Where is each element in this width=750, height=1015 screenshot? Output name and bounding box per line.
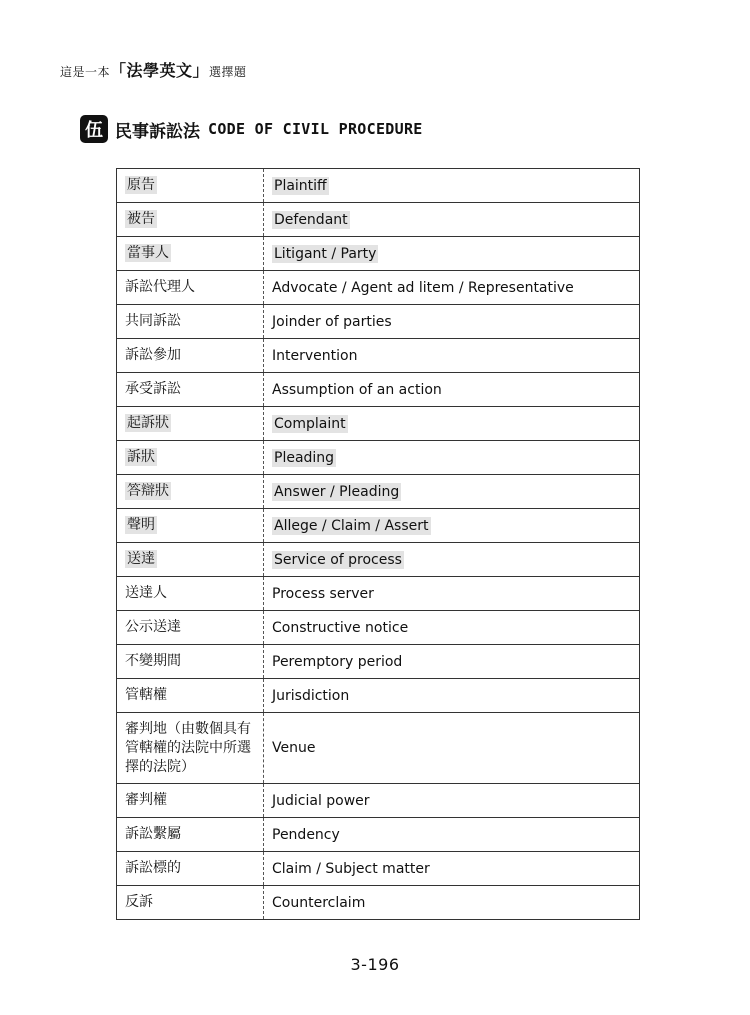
- term-english-cell: [264, 509, 640, 543]
- term-english-cell: [264, 645, 640, 679]
- section-title: [80, 114, 423, 144]
- term-english: Pleading: [274, 449, 335, 466]
- glossary-row: [117, 237, 640, 271]
- term-chinese-cell: [117, 543, 264, 577]
- glossary-row: [117, 339, 640, 373]
- glossary-row: [117, 818, 640, 852]
- term-chinese: 聲明: [127, 517, 155, 533]
- term-english: Answer / Pleading: [274, 483, 400, 500]
- term-english: Allege / Claim / Assert: [274, 517, 429, 534]
- term-chinese-cell: [117, 203, 264, 237]
- glossary-row: [117, 203, 640, 237]
- term-chinese-cell: [117, 645, 264, 679]
- term-english-cell: [264, 611, 640, 645]
- term-english: Complaint: [274, 415, 346, 432]
- term-english-cell: [264, 818, 640, 852]
- term-english-cell: [264, 784, 640, 818]
- term-english: Advocate / Agent ad litem / Representative: [272, 279, 574, 296]
- term-english: Jurisdiction: [272, 687, 350, 704]
- glossary-row: [117, 577, 640, 611]
- term-english: Process server: [272, 585, 374, 602]
- glossary-table: [116, 168, 640, 920]
- term-chinese-cell: [117, 509, 264, 543]
- running-head: [60, 58, 247, 81]
- term-english-cell: [264, 407, 640, 441]
- glossary-row: [117, 645, 640, 679]
- term-chinese-cell: [117, 818, 264, 852]
- glossary-row: [117, 441, 640, 475]
- term-chinese-cell: [117, 271, 264, 305]
- term-english-cell: [264, 441, 640, 475]
- term-chinese-cell: [117, 886, 264, 920]
- term-english-cell: [264, 237, 640, 271]
- term-chinese: 公示送達: [125, 619, 181, 635]
- term-chinese: 答辯狀: [127, 483, 169, 499]
- term-english-cell: [264, 886, 640, 920]
- term-english-cell: [264, 169, 640, 203]
- glossary-row: [117, 784, 640, 818]
- term-chinese: 管轄權: [125, 687, 167, 703]
- term-english-cell: [264, 305, 640, 339]
- term-chinese: 訴訟代理人: [125, 279, 195, 295]
- term-chinese: 訴訟參加: [125, 347, 181, 363]
- glossary-row: [117, 407, 640, 441]
- glossary-row: [117, 611, 640, 645]
- term-chinese-cell: [117, 679, 264, 713]
- section-number-badge: 伍: [80, 115, 108, 143]
- term-english: Assumption of an action: [272, 381, 442, 398]
- glossary-row: [117, 169, 640, 203]
- term-chinese: 送達: [127, 551, 155, 567]
- term-english-cell: [264, 852, 640, 886]
- term-english-cell: [264, 271, 640, 305]
- term-english: Litigant / Party: [274, 245, 377, 262]
- term-english-cell: [264, 577, 640, 611]
- term-chinese-cell: [117, 577, 264, 611]
- term-english: Defendant: [274, 211, 348, 228]
- term-chinese: 當事人: [127, 245, 169, 261]
- term-chinese-cell: [117, 237, 264, 271]
- glossary-row: [117, 475, 640, 509]
- term-chinese-cell: [117, 441, 264, 475]
- term-chinese: 審判權: [125, 792, 167, 808]
- glossary-table-body: [117, 169, 640, 920]
- section-title-en: CODE OF CIVIL PROCEDURE: [208, 120, 423, 138]
- glossary-row: [117, 679, 640, 713]
- term-english: Peremptory period: [272, 653, 403, 670]
- term-chinese-cell: [117, 784, 264, 818]
- term-chinese: 反訴: [125, 894, 153, 910]
- term-chinese: 起訴狀: [127, 415, 169, 431]
- term-chinese: 共同訴訟: [125, 313, 181, 329]
- term-chinese-cell: [117, 339, 264, 373]
- glossary-row: [117, 543, 640, 577]
- term-english: Service of process: [274, 551, 402, 568]
- term-chinese-cell: [117, 475, 264, 509]
- glossary-row: [117, 852, 640, 886]
- running-head-suffix: 選擇題: [209, 65, 247, 79]
- glossary-row: [117, 271, 640, 305]
- term-chinese-cell: [117, 407, 264, 441]
- section-title-zh: 民事訴訟法: [115, 121, 200, 142]
- term-english: Intervention: [272, 347, 358, 364]
- term-english-cell: [264, 339, 640, 373]
- term-chinese-cell: [117, 713, 264, 784]
- term-english-cell: [264, 679, 640, 713]
- term-chinese: 原告: [127, 177, 155, 193]
- term-english-cell: [264, 373, 640, 407]
- term-english: Joinder of parties: [272, 313, 392, 330]
- term-english-cell: [264, 203, 640, 237]
- term-chinese-cell: [117, 305, 264, 339]
- term-chinese: 訴訟標的: [125, 860, 181, 876]
- glossary-row: [117, 509, 640, 543]
- term-chinese: 審判地（由數個具有管轄權的法院中所選擇的法院）: [125, 720, 251, 775]
- glossary-row: [117, 373, 640, 407]
- term-english: Counterclaim: [272, 894, 366, 911]
- term-chinese-cell: [117, 169, 264, 203]
- glossary-row: [117, 713, 640, 784]
- term-chinese-cell: [117, 852, 264, 886]
- term-english: Pendency: [272, 826, 340, 843]
- term-english-cell: [264, 713, 640, 784]
- term-chinese: 不變期間: [125, 653, 181, 669]
- term-chinese-cell: [117, 611, 264, 645]
- term-chinese-cell: [117, 373, 264, 407]
- term-chinese: 訴訟繫屬: [125, 826, 181, 842]
- term-english: Venue: [272, 740, 316, 756]
- term-english-cell: [264, 475, 640, 509]
- book-title: 「法學英文」: [110, 61, 210, 80]
- page-number: 3-196: [350, 955, 400, 974]
- term-english: Plaintiff: [274, 177, 327, 194]
- term-english: Judicial power: [272, 792, 370, 809]
- term-chinese: 被告: [127, 211, 155, 227]
- glossary-row: [117, 305, 640, 339]
- term-chinese: 訴狀: [127, 449, 155, 465]
- term-chinese: 送達人: [125, 585, 167, 601]
- term-english: Claim / Subject matter: [272, 860, 430, 877]
- glossary-row: [117, 886, 640, 920]
- term-english-cell: [264, 543, 640, 577]
- running-head-prefix: 這是一本: [60, 65, 111, 79]
- term-english: Constructive notice: [272, 619, 409, 636]
- term-chinese: 承受訴訟: [125, 381, 181, 397]
